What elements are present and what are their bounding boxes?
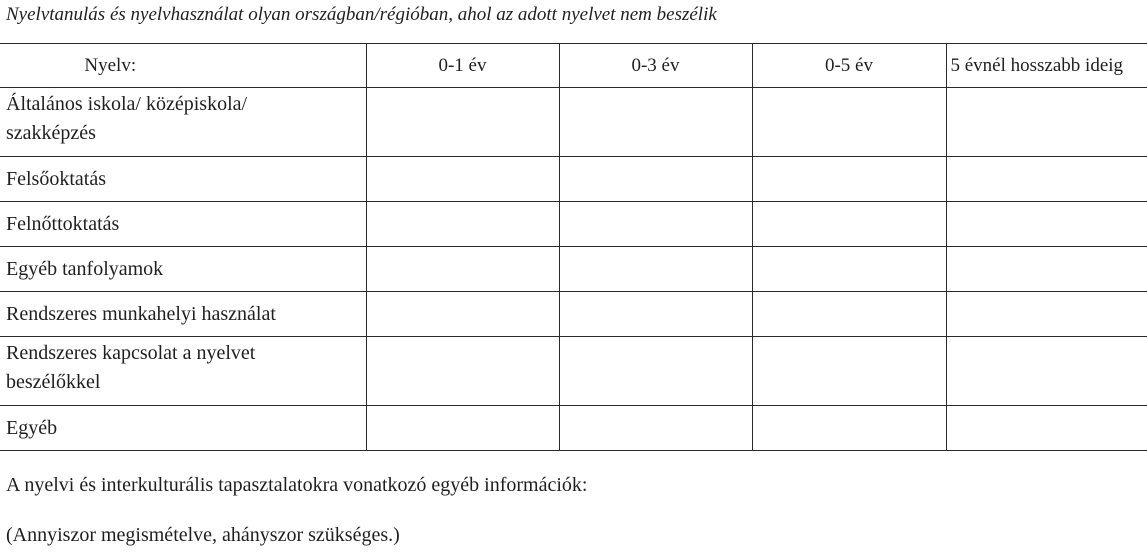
table-cell[interactable] bbox=[366, 406, 559, 451]
row-label: Egyéb tanfolyamok bbox=[0, 247, 366, 292]
table-cell[interactable] bbox=[752, 406, 946, 451]
header-0-3-years: 0-3 év bbox=[559, 44, 752, 88]
table-row bbox=[0, 337, 1147, 406]
table-cell[interactable] bbox=[752, 337, 946, 406]
table-cell[interactable] bbox=[752, 292, 946, 337]
table-row bbox=[0, 247, 1147, 292]
header-more-than-5-years: 5 évnél hosszabb ideig bbox=[946, 44, 1147, 88]
table-cell[interactable] bbox=[946, 406, 1147, 451]
table-cell[interactable] bbox=[559, 157, 752, 202]
table-row bbox=[0, 292, 1147, 337]
table-cell[interactable] bbox=[366, 292, 559, 337]
table-cell[interactable] bbox=[752, 247, 946, 292]
row-label bbox=[0, 337, 366, 406]
table-cell[interactable] bbox=[559, 88, 752, 157]
table-cell[interactable] bbox=[752, 157, 946, 202]
row-label: Felsőoktatás bbox=[0, 157, 366, 202]
header-0-1-years: 0-1 év bbox=[366, 44, 559, 88]
row-label: Egyéb bbox=[0, 406, 366, 451]
row-label: Rendszeres munkahelyi használat bbox=[0, 292, 366, 337]
table-cell[interactable] bbox=[559, 247, 752, 292]
repeat-note: (Annyiszor megismételve, ahányszor szükséges.) bbox=[6, 524, 400, 546]
table-cell[interactable] bbox=[559, 406, 752, 451]
table-cell[interactable] bbox=[946, 337, 1147, 406]
table-cell[interactable] bbox=[946, 292, 1147, 337]
table-cell[interactable] bbox=[559, 292, 752, 337]
table-row bbox=[0, 202, 1147, 247]
table-cell[interactable] bbox=[946, 88, 1147, 157]
row-label bbox=[0, 88, 366, 157]
table-cell[interactable] bbox=[946, 247, 1147, 292]
table-cell[interactable] bbox=[559, 337, 752, 406]
row-label-line: beszélőkkel bbox=[6, 371, 101, 393]
table-cell[interactable] bbox=[366, 247, 559, 292]
table-cell[interactable] bbox=[559, 202, 752, 247]
table-row bbox=[0, 157, 1147, 202]
table-cell[interactable] bbox=[366, 202, 559, 247]
table-cell[interactable] bbox=[366, 88, 559, 157]
header-0-5-years: 0-5 év bbox=[752, 44, 946, 88]
table-cell[interactable] bbox=[752, 88, 946, 157]
row-label-line: szakképzés bbox=[6, 122, 96, 144]
table-row bbox=[0, 88, 1147, 157]
other-info-label: A nyelvi és interkulturális tapasztalatokra vonatkozó egyéb információk: bbox=[6, 474, 588, 496]
language-experience-table bbox=[0, 43, 1147, 451]
table-row bbox=[0, 406, 1147, 451]
table-cell[interactable] bbox=[366, 337, 559, 406]
row-label-line: Általános iskola/ középiskola/ bbox=[6, 93, 248, 115]
section-heading: Nyelvtanulás és nyelvhasználat olyan országban/régióban, ahol az adott nyelvet nem beszélik bbox=[6, 4, 717, 25]
table-cell[interactable] bbox=[946, 157, 1147, 202]
table-cell[interactable] bbox=[752, 202, 946, 247]
row-label: Felnőttoktatás bbox=[0, 202, 366, 247]
table-cell[interactable] bbox=[946, 202, 1147, 247]
table-header-row bbox=[0, 44, 1147, 88]
header-language: Nyelv: bbox=[0, 44, 366, 88]
table-cell[interactable] bbox=[366, 157, 559, 202]
row-label-line: Rendszeres kapcsolat a nyelvet bbox=[6, 342, 256, 364]
